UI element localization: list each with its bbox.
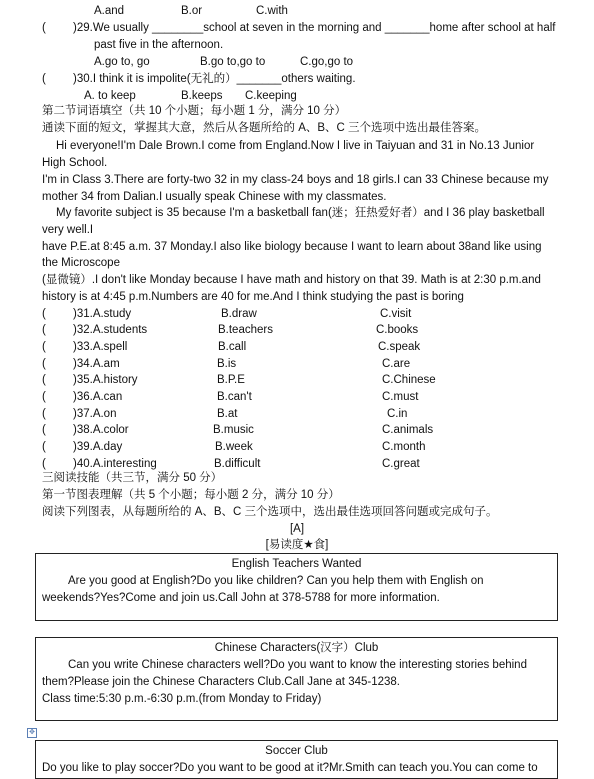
q29-option-b: B.go to,go to [200, 56, 266, 68]
q35-option-a: )35.A.history [73, 374, 138, 386]
q40-option-c: C.great [382, 458, 420, 470]
passage-line-6: very well.I [42, 224, 94, 236]
q38-option-c: C.animals [382, 424, 434, 436]
q38-paren: ( [42, 424, 46, 436]
q30-option-c: C.keeping [245, 90, 297, 102]
passage-line-3: I'm in Class 3.There are forty-two 32 in my class-24 boys and 18 girls.I can 33 Chinese because my [42, 174, 549, 186]
q37-option-c: C.in [387, 408, 408, 420]
q37-option-a: )37.A.on [73, 408, 117, 420]
option-a-28: A.and [94, 5, 125, 17]
q37-paren: ( [42, 408, 46, 420]
difficulty-label: [易读度★食] [265, 539, 329, 551]
q40-option-b: B.difficult [214, 458, 261, 470]
q33-option-b: B.call [218, 341, 247, 353]
q39-option-a: )39.A.day [73, 441, 123, 453]
q29-option-c: C.go,go to [300, 56, 354, 68]
q31-option-b: B.draw [221, 308, 257, 320]
ad2-text-line-3: Class time:5:30 p.m.-6:30 p.m.(from Monday to Friday) [42, 693, 322, 705]
q39-option-b: B.week [215, 441, 253, 453]
ad-title-soccer-club: Soccer Club [265, 745, 328, 757]
q35-paren: ( [42, 374, 46, 386]
q40-option-a: )40.A.interesting [73, 458, 157, 470]
passage-line-9: (显微镜）.I don't like Monday because I have math and history on that 39. Math is at 2:30 p.m.and [42, 274, 541, 286]
passage-line-8: the Microscope [42, 257, 120, 269]
q40-paren: ( [42, 458, 46, 470]
ad-box-soccer-club [35, 740, 558, 779]
q31-option-c: C.visit [380, 308, 412, 320]
q31-option-a: )31.A.study [73, 308, 132, 320]
q29-option-a: A.go to, go [94, 56, 150, 68]
passage-line-4: mother 34 from Dalian.I usually speak Chinese with my classmates. [42, 191, 387, 203]
section3-instruction: 阅读下列图表，从每题所给的 A、B、C 三个选项中，选出最佳选项回答问题或完成句子。 [42, 506, 498, 518]
q34-option-c: C.are [382, 358, 411, 370]
q29-paren: ( [42, 22, 46, 34]
passage-line-2: High School. [42, 157, 108, 169]
q29-text: )29.We usually ________school at seven in the morning and _______home after school at half [73, 22, 556, 34]
q29-text-cont: past five in the afternoon. [94, 39, 224, 51]
q36-option-b: B.can't [217, 391, 252, 403]
q36-option-a: )36.A.can [73, 391, 123, 403]
ad-box-chinese-characters-club [35, 637, 558, 721]
q36-option-c: C.must [382, 391, 419, 403]
passage-line-1: Hi everyone!I'm Dale Brown.I come from England.Now I live in Taiyuan and 31 in No.13 Junior [56, 140, 535, 152]
ad-box-english-teachers [35, 553, 558, 621]
q30-paren: ( [42, 73, 46, 85]
q34-paren: ( [42, 358, 46, 370]
q31-paren: ( [42, 308, 46, 320]
q33-option-c: C.speak [378, 341, 421, 353]
section3-heading: 三阅读技能（共三节，满分 50 分） [42, 472, 223, 484]
section2-heading: 第二节词语填空（共 10 个小题；每小题 1 分，满分 10 分） [42, 105, 347, 117]
ad2-text-line-2: them?Please join the Chinese Characters Club.Call Jane at 345-1238. [42, 676, 400, 688]
option-b-28: B.or [181, 5, 203, 17]
passage-line-10: history is at 4:45 p.m.Numbers are 40 for me.And I think studying the past is boring [42, 291, 464, 303]
passage-line-5: My favorite subject is 35 because I'm a basketball fan(迷；狂热爱好者）and I 36 play basketball [56, 207, 545, 219]
q30-option-b: B.keeps [181, 90, 223, 102]
q32-option-b: B.teachers [218, 324, 273, 336]
passage-label-a: [A] [289, 523, 305, 535]
ad2-text-line-1: Can you write Chinese characters well?Do you want to know the interesting stories behind [68, 659, 527, 671]
option-c-28: C.with [256, 5, 288, 17]
section2-instruction: 通读下面的短文，掌握其大意，然后从各题所给的 A、B、C 三个选项中选出最佳答案。 [42, 122, 487, 134]
ad-text-line-1: Are you good at English?Do you like children? Can you help them with English on [68, 575, 484, 587]
ad3-text-line-1: Do you like to play soccer?Do you want to be good at it?Mr.Smith can teach you.You can come to [42, 762, 538, 774]
q32-option-a: )32.A.students [73, 324, 148, 336]
q32-paren: ( [42, 324, 46, 336]
q32-option-c: C.books [376, 324, 419, 336]
ad-title-chinese-characters-club: Chinese Characters(汉字）Club [214, 642, 379, 654]
q33-option-a: )33.A.spell [73, 341, 128, 353]
q34-option-b: B.is [217, 358, 237, 370]
passage-line-7: have P.E.at 8:45 a.m. 37 Monday.I also like biology because I want to learn about 38and like using [42, 241, 542, 253]
q35-option-b: B.P.E [217, 374, 245, 386]
ad-text-line-2: weekends?Yes?Come and join us.Call John at 378-5788 for more information. [42, 592, 440, 604]
q39-paren: ( [42, 441, 46, 453]
q35-option-c: C.Chinese [382, 374, 436, 386]
q30-option-a: A. to keep [84, 90, 136, 102]
q33-paren: ( [42, 341, 46, 353]
q30-text: )30.I think it is impolite(无礼的）_______others waiting. [73, 73, 356, 85]
q38-option-b: B.music [213, 424, 254, 436]
q34-option-a: )34.A.am [73, 358, 120, 370]
q39-option-c: C.month [382, 441, 426, 453]
q36-paren: ( [42, 391, 46, 403]
ad-title-english-teachers: English Teachers Wanted [231, 558, 362, 570]
q38-option-a: )38.A.color [73, 424, 129, 436]
q37-option-b: B.at [217, 408, 238, 420]
table-move-handle-icon[interactable]: ✥ [27, 728, 37, 738]
section3-sub-heading: 第一节图表理解（共 5 个小题；每小题 2 分，满分 10 分） [42, 489, 340, 501]
